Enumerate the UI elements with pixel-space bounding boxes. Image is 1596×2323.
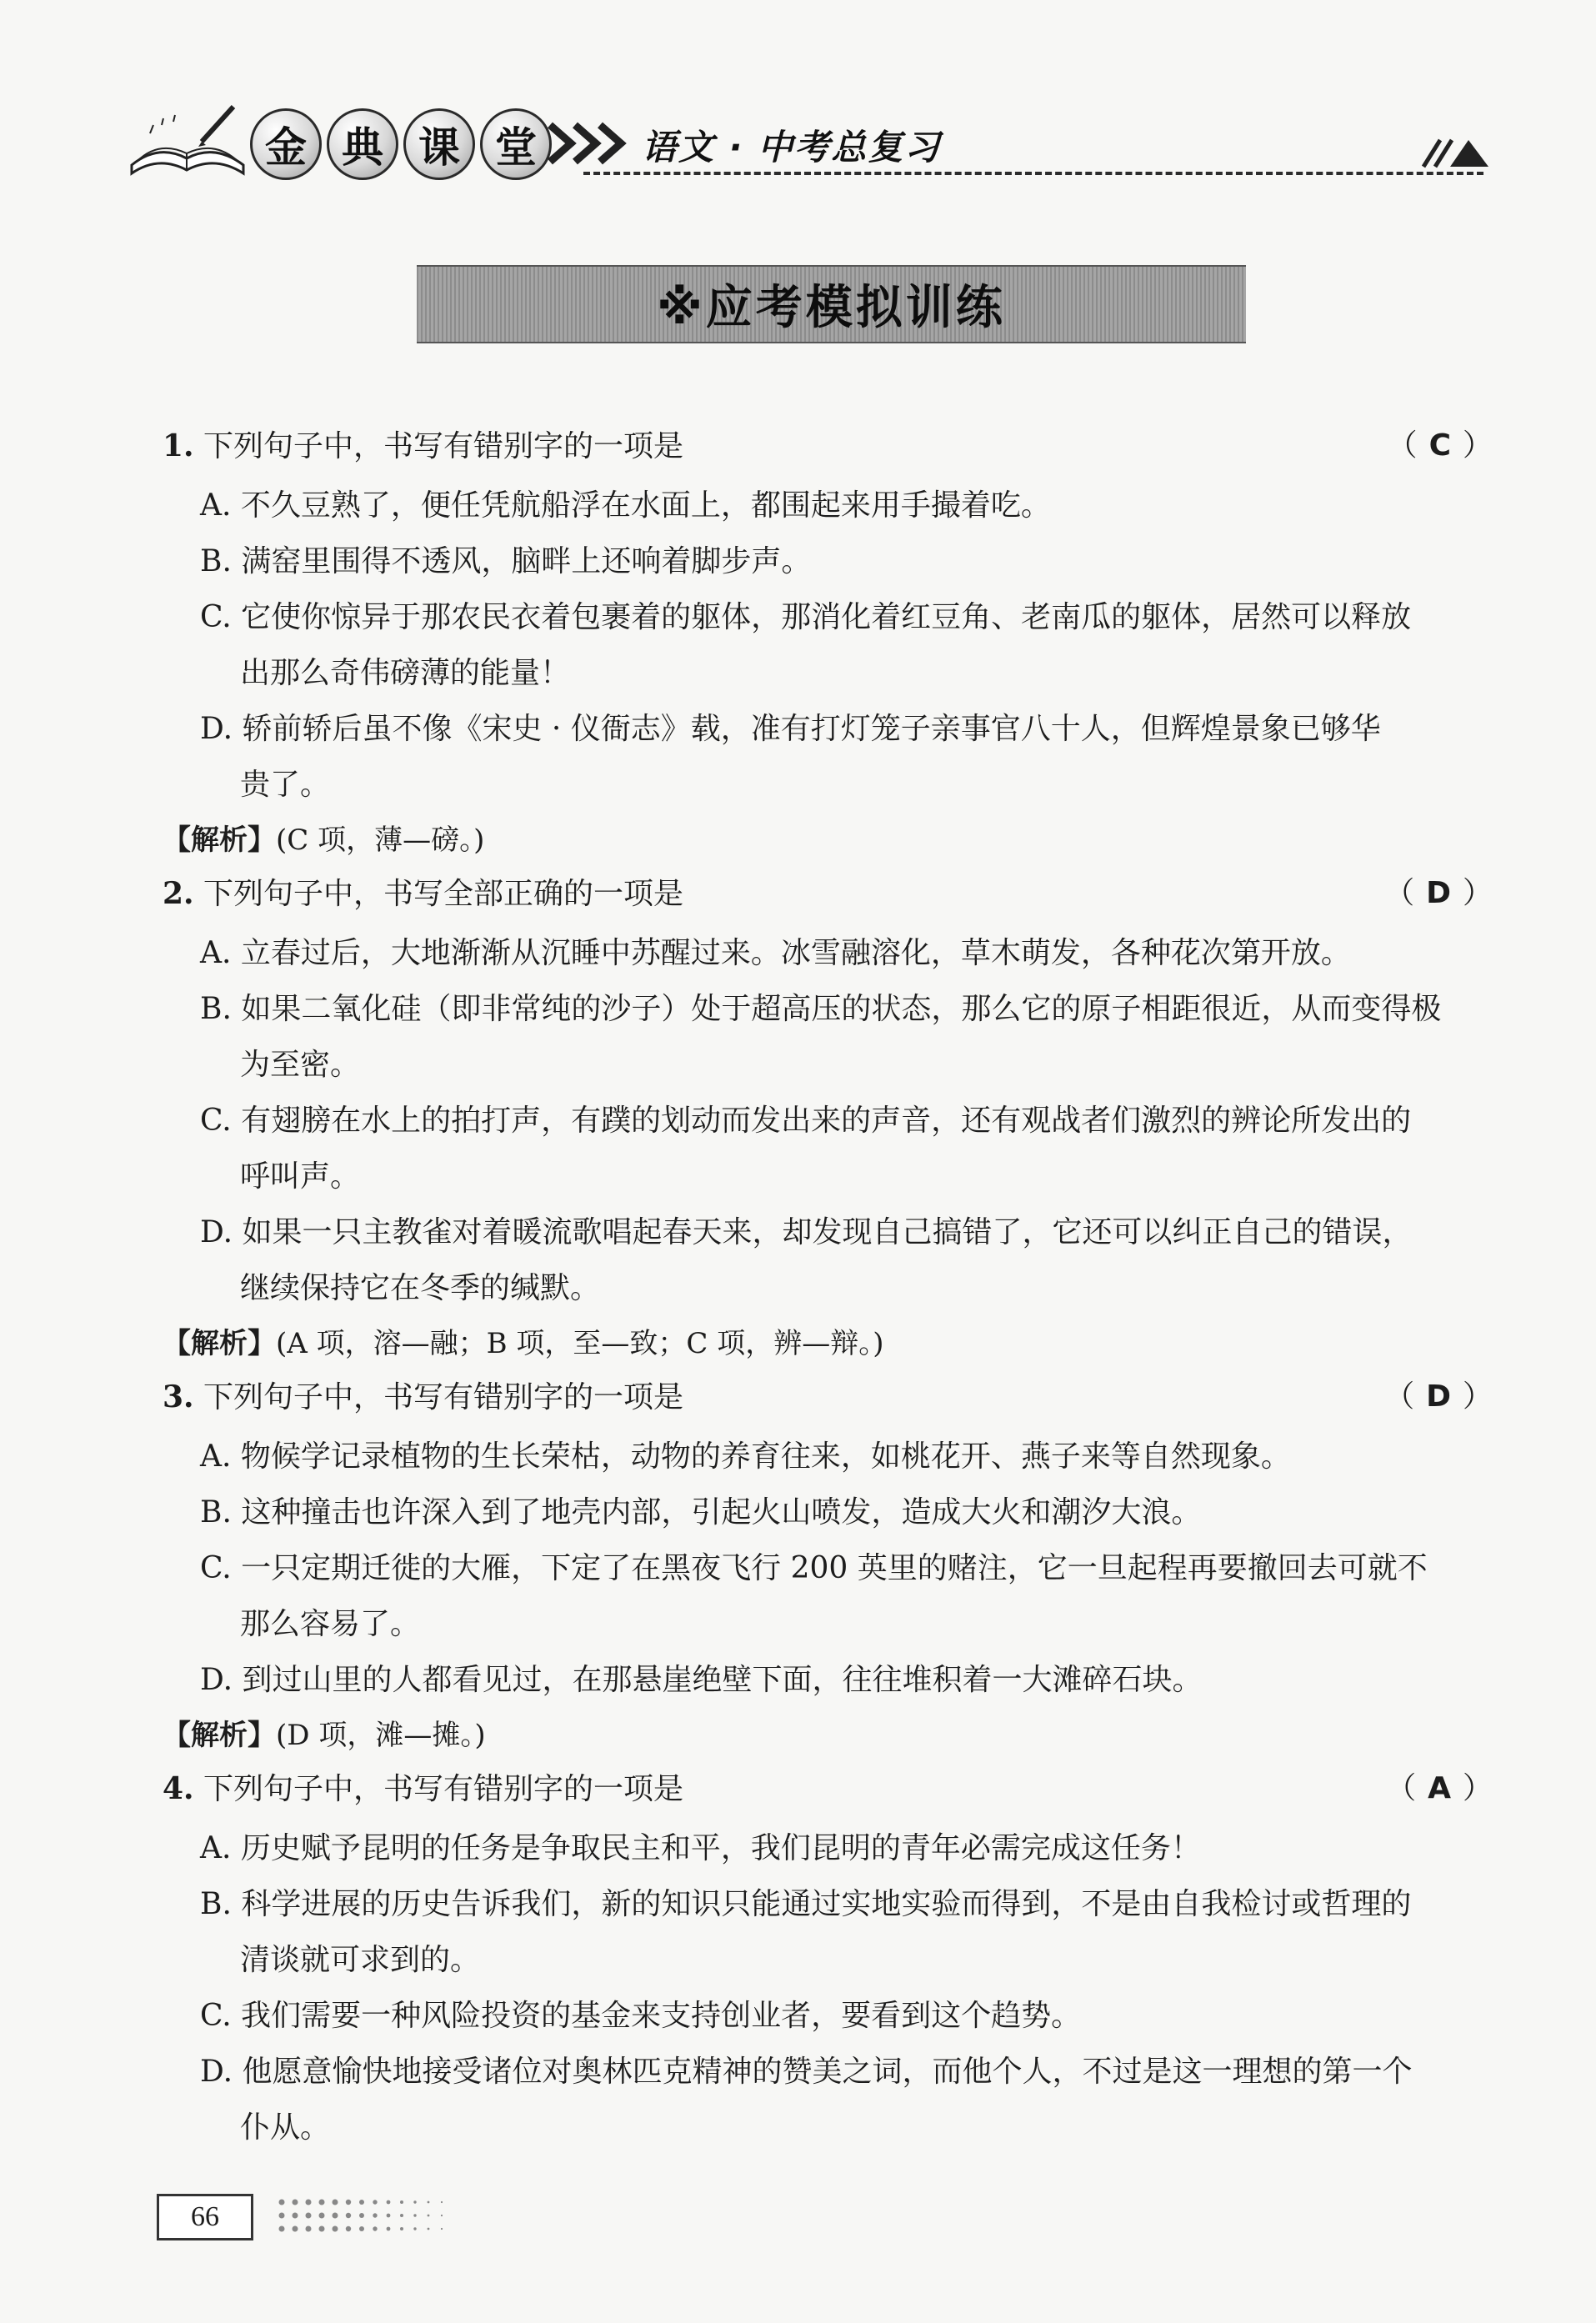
question-stem (163, 869, 1504, 925)
question-stem (163, 1372, 1504, 1429)
analysis-label: 【解析】 (163, 824, 276, 857)
analysis-text: (A 项，溶—融；B 项，至—致；C 项，辨—辩。) (276, 1327, 884, 1360)
brand-char: 堂 (480, 108, 552, 180)
section-banner (417, 265, 1246, 343)
option-c (163, 589, 1504, 701)
question-number: 1. (163, 428, 194, 463)
decorative-dots-icon (275, 2190, 492, 2240)
brand-logo (250, 108, 552, 180)
analysis-label: 【解析】 (163, 1327, 276, 1360)
option-line: 呼叫声。 (240, 1159, 361, 1194)
option-line: B. 如果二氧化硅（即非常纯的沙子）处于超高压的状态，那么它的原子相距很近，从而变得极 (200, 992, 1442, 1026)
option-c (163, 1988, 1504, 2044)
option-line: D. 轿前轿后虽不像《宋史 · 仪衙志》载，准有打灯笼子亲事官八十人，但辉煌景象已够华 (200, 712, 1381, 746)
brand-char: 典 (327, 108, 398, 180)
option-line: A. 立春过后，大地渐渐从沉睡中苏醒过来。冰雪融溶化，草木萌发，各种花次第开放。 (200, 936, 1351, 970)
header-divider (583, 172, 1483, 175)
option-d (163, 2044, 1504, 2155)
question-stem (163, 421, 1504, 478)
section-title: ※应考模拟训练 (657, 281, 1006, 335)
answer-bracket (1384, 1372, 1504, 1422)
answer-bracket (1384, 869, 1504, 919)
option-b (163, 1484, 1504, 1540)
question-1 (163, 421, 1504, 869)
option-line: C. 有翅膀在水上的拍打声，有蹼的划动而发出来的声音，还有观战者们激烈的辨论所发出的 (200, 1104, 1412, 1138)
answer-close: ） (1462, 876, 1504, 910)
analysis-text: (C 项，薄—磅。) (276, 824, 485, 857)
option-line: A. 物候学记录植物的生长荣枯，动物的养育往来，如桃花开、燕子来等自然现象。 (200, 1439, 1291, 1474)
option-a (163, 925, 1504, 981)
option-line: 出那么奇伟磅薄的能量！ (240, 656, 571, 690)
option-a (163, 1820, 1504, 1876)
answer-bracket (1388, 421, 1504, 471)
analysis (163, 1708, 1504, 1764)
question-text: 下列句子中，书写有错别字的一项是 (203, 1772, 684, 1806)
answer-open: （ (1384, 1379, 1427, 1414)
option-a (163, 478, 1504, 533)
option-line: 那么容易了。 (240, 1607, 421, 1641)
analysis-label: 【解析】 (163, 1719, 276, 1752)
option-d (163, 1652, 1504, 1708)
option-line: D. 他愿意愉快地接受诸位对奥林匹克精神的赞美之词，而他个人，不过是这一理想的第一个 (200, 2055, 1413, 2089)
brand-char: 金 (250, 108, 322, 180)
analysis-text: (D 项，滩—摊。) (276, 1719, 486, 1752)
option-line: 贵了。 (240, 768, 331, 802)
open-book-pencil-icon (125, 100, 250, 183)
option-b (163, 533, 1504, 589)
answer-open: （ (1387, 428, 1429, 463)
answer-close: ） (1462, 1771, 1504, 1805)
analysis (163, 1316, 1504, 1372)
question-stem (163, 1764, 1504, 1820)
answer-open: （ (1384, 876, 1427, 910)
option-line: A. 不久豆熟了，便任凭航船浮在水面上，都围起来用手撮着吃。 (200, 488, 1051, 523)
option-line: C. 一只定期迁徙的大雁，下定了在黑夜飞行 200 英里的赌注，它一旦起程再要撤回去可就不 (200, 1551, 1428, 1585)
question-number: 4. (163, 1771, 194, 1806)
answer-letter: D (1426, 876, 1463, 910)
option-line: 仆从。 (240, 2110, 331, 2145)
option-line: 继续保持它在冬季的缄默。 (240, 1271, 601, 1305)
question-2 (163, 869, 1504, 1372)
double-chevron-icon (546, 118, 629, 168)
question-number: 2. (163, 876, 194, 911)
question-number: 3. (163, 1379, 194, 1414)
answer-letter: D (1426, 1379, 1463, 1414)
option-line: 清谈就可求到的。 (240, 1943, 481, 1977)
analysis (163, 813, 1504, 869)
option-line: C. 我们需要一种风险投资的基金来支持创业者，要看到这个趋势。 (200, 1999, 1082, 2033)
corner-triangle-icon (1417, 137, 1492, 170)
question-text: 下列句子中，书写有错别字的一项是 (203, 1380, 684, 1414)
option-a (163, 1429, 1504, 1484)
option-d (163, 1204, 1504, 1316)
question-text: 下列句子中，书写全部正确的一项是 (203, 877, 684, 911)
option-line: D. 到过山里的人都看见过，在那悬崖绝壁下面，往往堆积着一大滩碎石块。 (200, 1663, 1203, 1697)
option-b (163, 1876, 1504, 1988)
option-c (163, 1540, 1504, 1652)
answer-close: ） (1462, 428, 1504, 463)
option-c (163, 1093, 1504, 1204)
question-list (163, 421, 1504, 2155)
option-line: C. 它使你惊异于那农民衣着包裹着的躯体，那消化着红豆角、老南瓜的躯体，居然可以释放 (200, 600, 1412, 634)
option-line: A. 历史赋予昆明的任务是争取民主和平，我们昆明的青年必需完成这任务！ (200, 1831, 1201, 1865)
page-number: 66 (157, 2194, 253, 2240)
brand-char: 课 (403, 108, 475, 180)
answer-bracket (1386, 1764, 1504, 1814)
question-text: 下列句子中，书写有错别字的一项是 (203, 429, 684, 463)
option-d (163, 701, 1504, 813)
option-line: D. 如果一只主教雀对着暖流歌唱起春天来，却发现自己搞错了，它还可以纠正自己的错误， (200, 1215, 1413, 1249)
answer-close: ） (1462, 1379, 1504, 1414)
answer-letter: C (1428, 428, 1463, 463)
option-b (163, 981, 1504, 1093)
option-line: B. 这种撞击也许深入到了地壳内部，引起火山喷发，造成大火和潮汐大浪。 (200, 1495, 1202, 1529)
option-line: B. 满窑里围得不透风，脑畔上还响着脚步声。 (200, 544, 812, 578)
answer-letter: A (1428, 1771, 1463, 1805)
option-line: 为至密。 (240, 1048, 361, 1082)
question-4 (163, 1764, 1504, 2155)
answer-open: （ (1386, 1771, 1428, 1805)
page-header (125, 100, 1500, 192)
option-line: B. 科学进展的历史告诉我们，新的知识只能通过实地实验而得到，不是由自我检讨或哲理的 (200, 1887, 1412, 1921)
subject-title: 语文 · 中考总复习 (642, 127, 942, 168)
question-3 (163, 1372, 1504, 1764)
